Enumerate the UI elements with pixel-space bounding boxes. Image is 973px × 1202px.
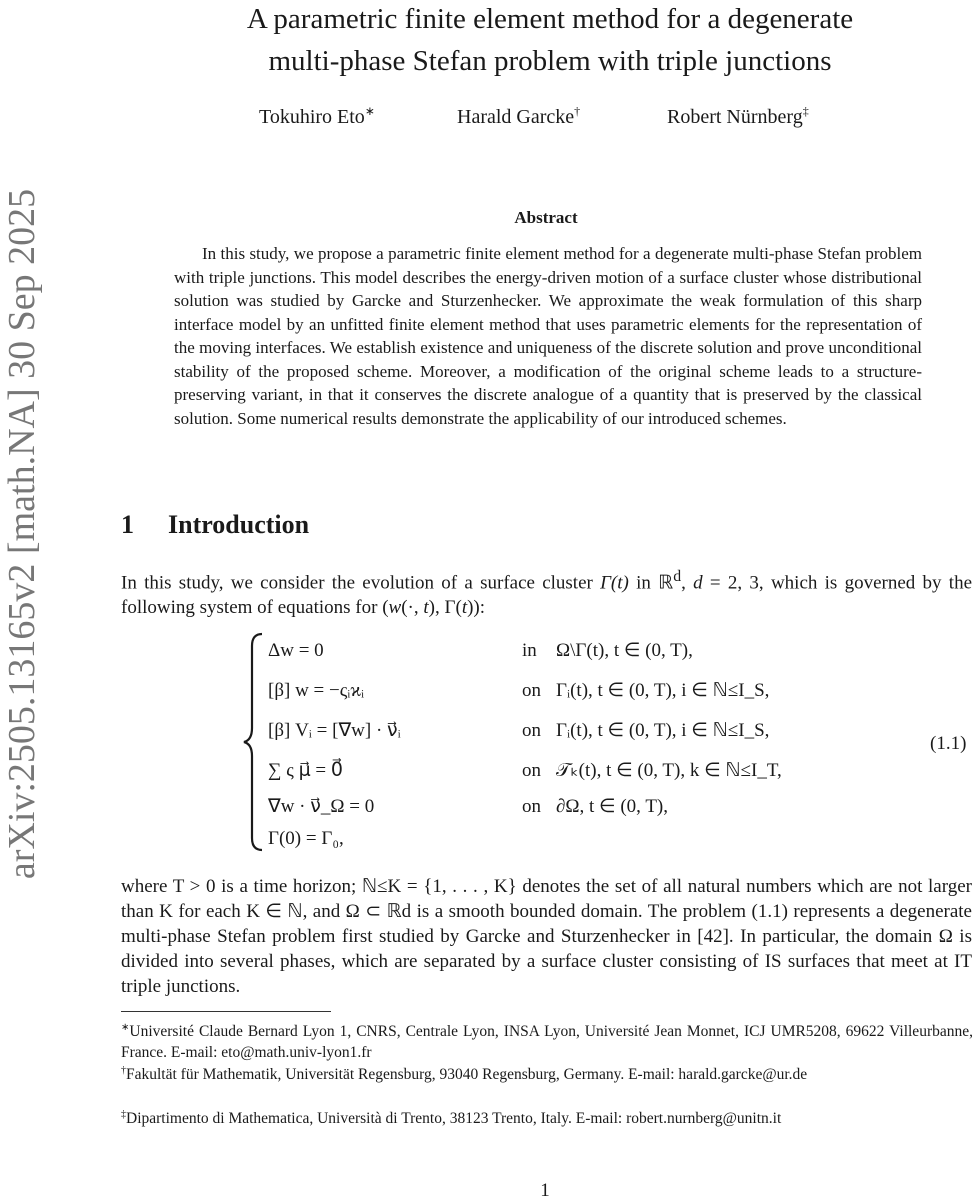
equation-qualifier: on — [522, 760, 541, 781]
equation-domain: Ω\Γ(t), t ∈ (0, T), — [556, 640, 693, 661]
text-run: , — [681, 572, 694, 594]
section-title: Introduction — [168, 510, 310, 539]
author-footnote-mark: ‡ — [802, 104, 809, 118]
equation-row-5 — [0, 792, 973, 822]
footnote-rule — [121, 1011, 331, 1012]
section-number: 1 — [121, 510, 134, 539]
math-inline: d — [693, 572, 703, 594]
title-line-1: A parametric finite element method for a degenerate — [246, 3, 854, 35]
intro-paragraph-2: where T > 0 is a time horizon; ℕ≤K = {1, . . . , K} denotes the set of all natural numbers which are not larger than K for each K ∈ ℕ, and Ω ⊂ ℝd is a smooth bounded domain. The problem (1.1) represents a degenerate multi-phase Stefan problem first studied by Garcke and Sturzenhecker in [42]. In particular, the domain Ω is divided into several phases, which are separated by a surface cluster consisting of IS surfaces that meet at IT triple junctions. — [121, 876, 972, 997]
equation-number: (1.1) — [930, 733, 967, 754]
equation-qualifier: on — [522, 680, 541, 701]
arxiv-identifier: arXiv:2505.13165v2 [math.NA] 30 Sep 2025 — [1, 188, 43, 880]
author-eto — [259, 104, 375, 129]
intro-paragraph — [121, 564, 972, 620]
abstract-body: In this study, we propose a parametric finite element method for a degenerate multi-phase Stefan problem with triple junctions. This model describes the energy-driven motion of a surface cluster whose distributional solution was studied by Garcke and Sturzenhecker. We approximate the weak formulation of this sharp interface model by an unfitted finite element method that uses parametric elements for the representation of the moving interfaces. We establish existence and uniqueness of the discrete solution and prove unconditional stability of the proposed scheme. Moreover, a modification of the original scheme leads to a structure-preserving variant, in that it conserves the discrete analogue of a quantity that is preserved by the classical solution. Some numerical results demonstrate the applicability of our introduced schemes. — [174, 244, 922, 428]
author-name: Robert Nürnberg — [667, 106, 803, 128]
footnote-1 — [121, 1017, 973, 1063]
abstract-heading: Abstract — [514, 208, 578, 227]
section-heading — [121, 510, 309, 540]
equation-domain: Γᵢ(t), t ∈ (0, T), i ∈ ℕ≤I_S, — [556, 720, 770, 741]
text-run: = 2, 3, which is governed by the following system of equations for ( — [121, 572, 973, 619]
equation-lhs: [β] w = −ςᵢϰᵢ — [268, 680, 365, 701]
equation-qualifier: on — [522, 720, 541, 741]
author-footnote-mark: ∗ — [364, 104, 375, 118]
math-sup: d — [673, 568, 682, 585]
equation-qualifier: on — [522, 796, 541, 817]
math-inline: t — [461, 597, 468, 619]
footnote-text: Dipartimento di Mathematica, Università di Trento, 38123 Trento, Italy. E-mail: robert.nurnberg@unitn.it — [126, 1110, 782, 1127]
equation-row-4 — [0, 756, 973, 786]
equation-row-1 — [0, 636, 973, 666]
math-inline: Γ(t) — [600, 572, 629, 594]
author-garcke — [457, 104, 580, 129]
math-inline: t — [423, 597, 429, 619]
footnote-text: Fakultät für Mathematik, Universität Regensburg, 93040 Regensburg, Germany. E-mail: harald.garcke@ur.de — [126, 1066, 808, 1083]
author-name: Harald Garcke — [457, 106, 575, 128]
paper-title — [150, 0, 950, 82]
text-run: )): — [467, 597, 486, 619]
math-inline: w — [388, 597, 402, 619]
equation-domain: Γᵢ(t), t ∈ (0, T), i ∈ ℕ≤I_S, — [556, 680, 770, 701]
footnote-3 — [121, 1104, 973, 1129]
author-name: Tokuhiro Eto — [259, 106, 365, 128]
footnote-mark: ‡ — [121, 1109, 126, 1120]
footnote-mark: ∗ — [121, 1022, 130, 1033]
equation-lhs: Γ(0) = Γ₀, — [268, 828, 344, 849]
equation-row-3 — [0, 716, 973, 746]
equation-lhs: ∑ ς μ⃗ = 0⃗ — [268, 760, 343, 781]
equation-domain: ∂Ω, t ∈ (0, T), — [556, 796, 669, 817]
equation-lhs: ∇w · ν⃗_Ω = 0 — [268, 796, 375, 817]
text-run: ), Γ( — [428, 597, 462, 619]
author-nurnberg — [667, 104, 809, 129]
title-line-2: multi-phase Stefan problem with triple junctions — [268, 45, 832, 77]
text-run: (·, — [401, 597, 424, 619]
footnote-text: Université Claude Bernard Lyon 1, CNRS, Centrale Lyon, INSA Lyon, Université Jean Monnet, ICJ UMR5208, 69622 Villeurbanne, France. E-mail: eto@math.univ-lyon1.fr — [121, 1023, 973, 1061]
equation-lhs: [β] Vᵢ = [∇w] · ν⃗ᵢ — [268, 720, 401, 741]
equation-row-2 — [0, 676, 973, 706]
page-number: 1 — [540, 1180, 550, 1201]
equation-lhs: Δw = 0 — [268, 640, 324, 661]
equation-row-6 — [0, 824, 973, 854]
text-run: in ℝ — [628, 572, 674, 594]
footnote-mark: † — [121, 1065, 126, 1076]
author-footnote-mark: † — [574, 104, 581, 118]
footnote-2 — [121, 1060, 973, 1085]
equation-qualifier: in — [522, 640, 537, 661]
equation-domain: 𝒯ₖ(t), t ∈ (0, T), k ∈ ℕ≤I_T, — [556, 760, 782, 781]
text-run: In this study, we consider the evolution of a surface cluster — [121, 572, 601, 594]
